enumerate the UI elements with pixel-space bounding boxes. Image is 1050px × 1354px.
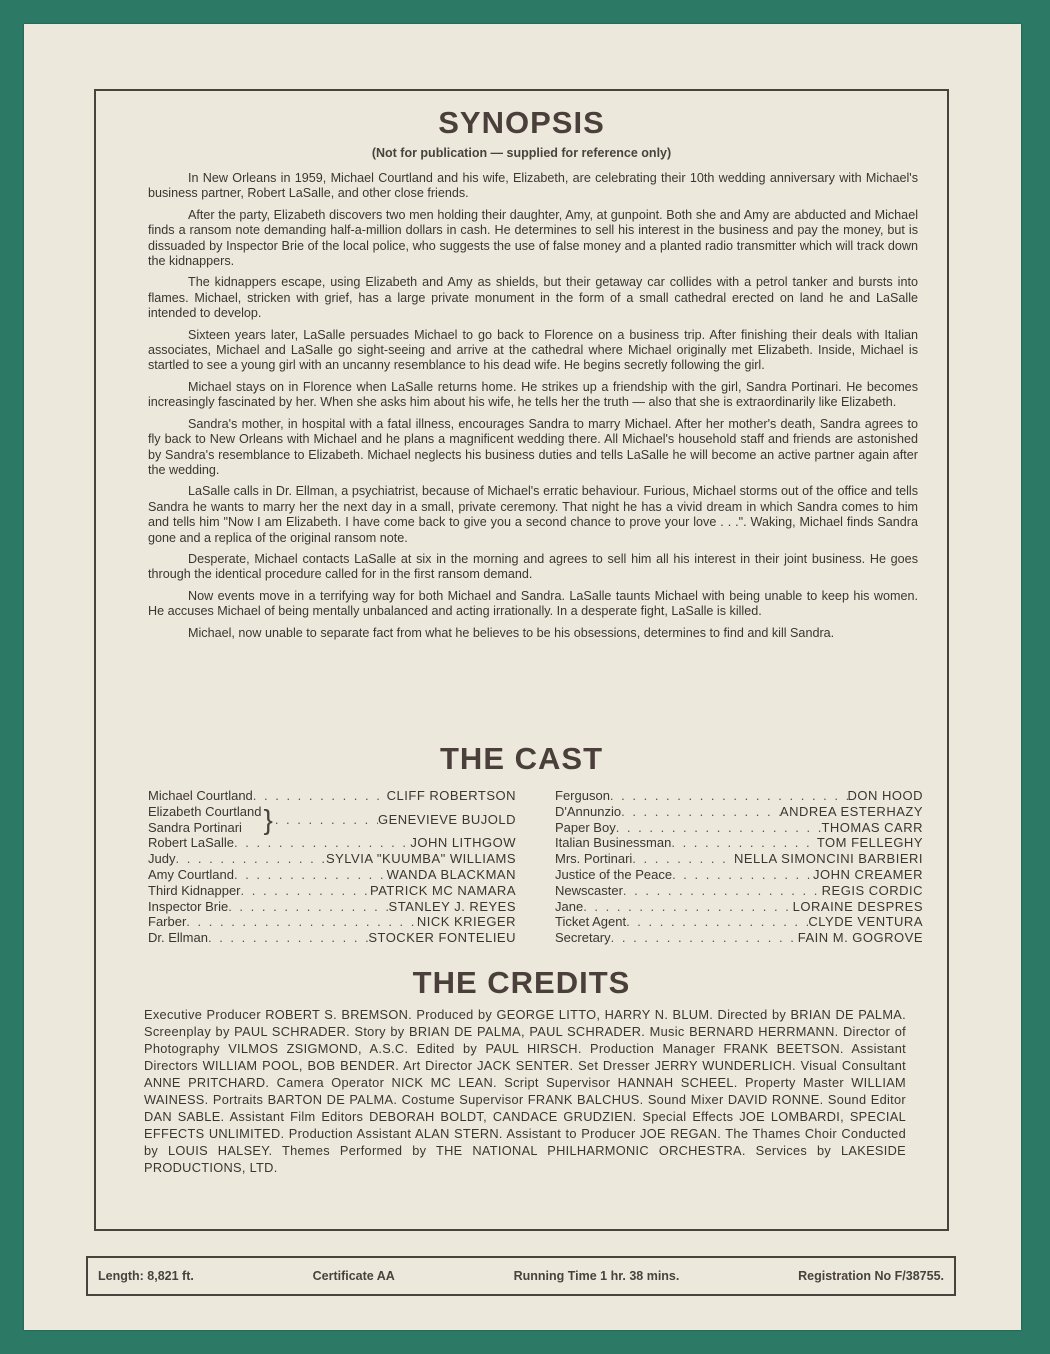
synopsis-paragraph: Michael stays on in Florence when LaSalle returns home. He strikes up a friendship with the girl, Sandra Portinari. He becomes increasingly fascinated by her. When she asks him about his wife, he tells her the truth — also that she is extraordinarily like Elizabeth.	[148, 379, 918, 410]
leader-dots	[234, 835, 410, 851]
synopsis-paragraph: LaSalle calls in Dr. Ellman, a psychiatrist, because of Michael's erratic behaviour. Furious, Michael storms out of the office and tells Sandra he wants to marry her the next day in a small, private ceremony. That night he has a vivid dream in which Sandra comes to him and tells him "Now I am Elizabeth. I have come back to give you a second chance to prove your love . . .". Waking, Michael finds Sandra gone and a replica of the original ransom note.	[148, 484, 918, 545]
synopsis-note: (Not for publication — supplied for reference only)	[371, 146, 672, 160]
cast-row-dual-role	[148, 804, 516, 836]
leader-dots	[583, 899, 792, 915]
cast-row	[148, 851, 516, 867]
cast-row	[148, 835, 516, 851]
cast-row	[148, 914, 516, 930]
synopsis-paragraph: After the party, Elizabeth discovers two men holding their daughter, Amy, at gunpoint. Both she and Amy are abducted and Michael finds a ransom note demanding half-a-million dollars in cash. He determines to sell his interest in the business and pay the money, but is dissuaded by Inspector Brie of the local police, who suggests the use of false money and a planted radio transmitter which will track down the kidnappers.	[148, 207, 918, 269]
running-time: Running Time 1 hr. 38 mins.	[513, 1269, 680, 1283]
cast-row	[555, 804, 923, 820]
cast-row	[555, 930, 923, 946]
leader-dots	[228, 899, 388, 915]
cast-role: D'Annunzio	[555, 803, 622, 819]
leader-dots	[208, 930, 368, 946]
cast-row	[555, 899, 923, 915]
cast-role: Michael Courtland	[148, 788, 253, 803]
cast-role: Ferguson	[555, 788, 610, 803]
cast-role: Jane	[555, 898, 584, 914]
cast-row	[555, 851, 923, 867]
certificate: Certificate AA	[312, 1269, 395, 1283]
cast-row	[555, 820, 923, 836]
leader-dots	[616, 820, 822, 836]
cast-role: Amy Courtland	[148, 866, 234, 882]
film-length: Length: 8,821 ft.	[98, 1269, 194, 1283]
cast-column-right	[555, 788, 923, 946]
cast-actor: JOHN CREAMER	[812, 866, 923, 882]
cast-column-left	[148, 788, 516, 946]
leader-dots	[175, 851, 325, 867]
cast-row	[148, 867, 516, 883]
cast-actor: STOCKER FONTELIEU	[368, 930, 516, 946]
press-sheet	[24, 24, 1021, 1330]
footer-info-box	[86, 1256, 956, 1296]
cast-actor: CLYDE VENTURA	[808, 914, 923, 930]
leader-dots	[234, 867, 387, 883]
cast-role: Third Kidnapper	[148, 882, 241, 898]
leader-dots	[611, 930, 798, 946]
cast-role: Italian Businessman	[555, 835, 672, 851]
leader-dots	[671, 835, 816, 851]
cast-heading: THE CAST	[440, 741, 603, 776]
leader-dots	[253, 788, 387, 804]
cast-row	[555, 914, 923, 930]
synopsis-paragraph: Michael, now unable to separate fact from what he believes to be his obsessions, determines to find and kill Sandra.	[188, 625, 835, 640]
leader-dots	[626, 914, 808, 930]
cast-role: Secretary	[555, 930, 611, 946]
cast-row	[148, 930, 516, 946]
cast-role: Robert LaSalle	[148, 835, 234, 851]
synopsis-paragraph: Sixteen years later, LaSalle persuades Michael to go back to Florence on a business trip. After finishing their deals with Italian associates, Michael and LaSalle go sight-seeing and arrive at the cathedral where Michael originally met Elizabeth. Inside, Michael is startled to see a young girl with an uncanny resemblance to his dead wife. He begins secretly following the girl.	[148, 327, 918, 373]
cast-actor: SYLVIA "KUUMBA" WILLIAMS	[325, 851, 516, 867]
leader-dots	[275, 812, 378, 828]
synopsis-paragraph: The kidnappers escape, using Elizabeth and Amy as shields, but their getaway car collides with a petrol tanker and bursts into flames. Michael, stricken with grief, has a large private monument in the form of a small cathedral erected on land he and LaSalle intended to develop.	[148, 275, 918, 321]
leader-dots	[610, 788, 848, 804]
leader-dots	[623, 883, 822, 899]
cast-actor: JOHN LITHGOW	[410, 835, 516, 851]
cast-row	[148, 788, 516, 804]
synopsis-paragraph: Desperate, Michael contacts LaSalle at six in the morning and agrees to sell him all his interest in their joint business. He goes through the identical procedure called for in the first ransom demand.	[148, 551, 918, 582]
cast-actor: WANDA BLACKMAN	[386, 866, 516, 882]
cast-actor: GENEVIEVE BUJOLD	[377, 811, 516, 827]
cast-roles	[148, 804, 261, 836]
cast-row	[555, 883, 923, 899]
cast-role: Elizabeth Courtland	[148, 803, 262, 819]
credits-heading: THE CREDITS	[412, 965, 631, 1000]
credits-body: Executive Producer ROBERT S. BREMSON. Produced by GEORGE LITTO, HARRY N. BLUM. Directed by BRIAN DE PALMA. Screenplay by PAUL SCHRADER. Story by BRIAN DE PALMA, PAUL SCHRADER. Music BERNARD HERRMANN. Director of Photography VILMOS ZSIGMOND, A.S.C. Edited by PAUL HIRSCH. Production Manager FRANK BEETSON. Assistant Directors WILLIAM POOL, BOB BENDER. Art Director JACK SENTER. Set Dresser JERRY WUNDERLICH. Visual Consultant ANNE PRITCHARD. Camera Operator NICK MC LEAN. Script Supervisor HANNAH SCHEEL. Property Master WILLIAM WAINESS. Portraits BARTON DE PALMA. Costume Supervisor FRANK BALCHUS. Sound Mixer DAVID RONNE. Sound Editor DAN SABLE. Assistant Film Editors DEBORAH BOLDT, CANDACE GRUDZIEN. Special Effects JOE LOMBARDI, SPECIAL EFFECTS UNLIMITED. Production Assistant ALAN STERN. Assistant to Producer JOE REGAN. The Thames Choir Conducted by LOUIS HALSEY. Themes Performed by THE NATIONAL PHILHARMONIC ORCHESTRA. Services by LAKESIDE PRODUCTIONS, LTD.	[144, 1007, 906, 1175]
cast-role: Mrs. Portinari	[555, 851, 633, 867]
cast-role: Inspector Brie	[148, 898, 229, 914]
synopsis-body	[148, 171, 918, 647]
registration-number: Registration No F/38755.	[798, 1269, 944, 1283]
cast-role: Farber	[148, 914, 187, 930]
leader-dots	[621, 804, 780, 820]
cast-role: Ticket Agent	[555, 914, 627, 930]
cast-actor: LORAINE DESPRES	[792, 898, 923, 914]
leader-dots	[632, 851, 734, 867]
cast-row	[555, 835, 923, 851]
synopsis-paragraph: Sandra's mother, in hospital with a fatal illness, encourages Sandra to marry Michael. After her mother's death, Sandra agrees to fly back to New Orleans with Michael and he plans a magnificent wedding there. All Michael's household staff and friends are astonished by Sandra's resemblance to Elizabeth. Michael neglects his business duties and tells LaSalle he will become an active partner again after the wedding.	[148, 416, 918, 477]
cast-row	[555, 867, 923, 883]
cast-role: Dr. Ellman	[148, 930, 208, 946]
cast-actor: NICK KRIEGER	[416, 914, 516, 930]
content-frame	[94, 89, 949, 1231]
cast-actor: THOMAS CARR	[821, 819, 923, 835]
cast-role: Newscaster	[555, 882, 623, 898]
leader-dots	[186, 914, 417, 930]
cast-list	[148, 788, 923, 946]
cast-role: Sandra Portinari	[148, 819, 242, 835]
cast-actor: ANDREA ESTERHAZY	[779, 803, 923, 819]
leader-dots	[241, 883, 371, 899]
cast-actor: NELLA SIMONCINI BARBIERI	[734, 851, 923, 867]
cast-role: Judy	[148, 851, 176, 867]
synopsis-paragraph: Now events move in a terrifying way for both Michael and Sandra. LaSalle taunts Michael with being unable to keep his women. He accuses Michael of being mentally unbalanced and acting irrationally. In a desperate fight, LaSalle is killed.	[148, 588, 918, 619]
cast-actor: DON HOOD	[847, 788, 923, 803]
cast-actor: REGIS CORDIC	[821, 882, 923, 898]
cast-role: Paper Boy	[555, 819, 616, 835]
synopsis-paragraph: In New Orleans in 1959, Michael Courtland and his wife, Elizabeth, are celebrating their 10th wedding anniversary with Michael's business partner, Robert LaSalle, and other close friends.	[148, 171, 918, 201]
cast-actor: PATRICK MC NAMARA	[370, 882, 516, 898]
synopsis-heading: SYNOPSIS	[438, 105, 605, 140]
cast-row	[148, 899, 516, 915]
cast-actor: CLIFF ROBERTSON	[386, 788, 516, 803]
leader-dots	[672, 867, 813, 883]
cast-actor: TOM FELLEGHY	[816, 835, 923, 851]
cast-role: Justice of the Peace	[555, 866, 673, 882]
brace-icon: }	[263, 803, 273, 835]
cast-row	[148, 883, 516, 899]
cast-row	[555, 788, 923, 804]
cast-actor: FAIN M. GOGROVE	[797, 930, 923, 946]
cast-actor: STANLEY J. REYES	[388, 898, 516, 914]
